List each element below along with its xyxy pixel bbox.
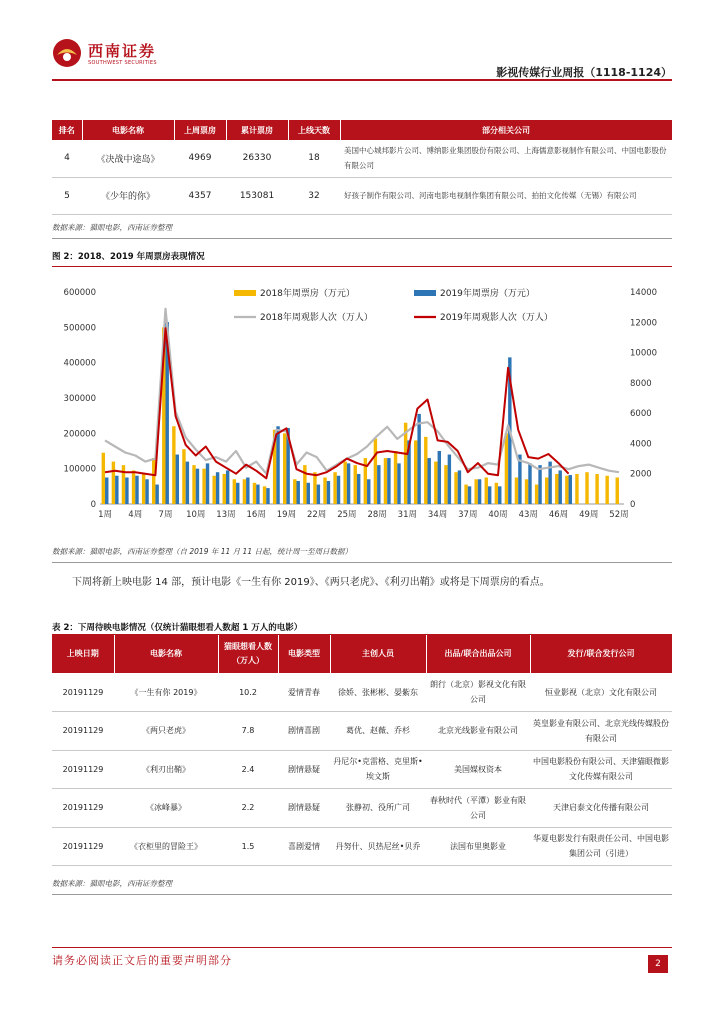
bar-2018 xyxy=(424,437,427,504)
cell-genre: 剧情悬疑 xyxy=(278,750,330,789)
bar-2018 xyxy=(223,474,226,504)
bar-2019 xyxy=(428,458,431,504)
section-divider xyxy=(52,238,672,239)
bar-2019 xyxy=(266,488,269,504)
y-right-tick-label: 14000 xyxy=(630,288,658,298)
bar-2018 xyxy=(313,472,316,504)
box-office-ranking-table xyxy=(52,120,673,215)
x-tick-label: 28周 xyxy=(367,510,387,520)
upcoming-films-table xyxy=(52,635,673,866)
cell-cast: 徐娇、张彬彬、晏紫东 xyxy=(330,673,426,712)
bar-2019 xyxy=(307,483,310,504)
col-header-title: 电影名称 xyxy=(82,120,174,140)
footer-divider xyxy=(52,947,672,948)
company-name-en: SOUTHWEST SECURITIES xyxy=(88,60,157,66)
y-right-tick-label: 10000 xyxy=(630,348,658,359)
bar-2018 xyxy=(525,479,528,504)
cell-rank: 4 xyxy=(52,140,82,177)
y-left-tick-label: 500000 xyxy=(63,323,96,334)
bar-2018 xyxy=(545,478,548,505)
bar-2018 xyxy=(333,472,336,504)
legend-label: 2019年周观影人次（万人） xyxy=(440,313,553,323)
bar-2019 xyxy=(135,476,138,504)
cell-producer: 北京光线影业有限公司 xyxy=(426,712,530,751)
bar-2018 xyxy=(283,433,286,504)
header-divider xyxy=(52,79,672,81)
col-header-cast: 主创人员 xyxy=(330,635,426,673)
x-tick-label: 40周 xyxy=(488,510,508,520)
x-tick-label: 52周 xyxy=(609,510,629,520)
bar-2018 xyxy=(253,483,256,504)
x-tick-label: 7周 xyxy=(158,510,173,520)
bar-2018 xyxy=(112,462,115,504)
bar-2019 xyxy=(357,474,360,504)
bar-2019 xyxy=(327,481,330,504)
disclaimer-note: 请务必阅读正文后的重要声明部分 xyxy=(52,954,232,967)
bar-2019 xyxy=(417,414,420,504)
cell-want-to-see: 7.8 xyxy=(218,712,278,751)
cell-genre: 剧情喜剧 xyxy=(278,712,330,751)
cell-cast: 张静初、役所广司 xyxy=(330,789,426,828)
x-tick-label: 34周 xyxy=(427,510,448,520)
bar-2019 xyxy=(438,451,441,504)
bar-2019 xyxy=(155,485,158,504)
col-header-distributor: 发行/联合发行公司 xyxy=(530,635,672,673)
x-tick-label: 16周 xyxy=(246,510,266,520)
x-tick-label: 49周 xyxy=(579,510,599,520)
legend-swatch xyxy=(234,290,256,296)
bar-2019 xyxy=(246,478,249,505)
cell-want-to-see: 2.2 xyxy=(218,789,278,828)
cell-distributor: 天津启泰文化传播有限公司 xyxy=(530,789,672,828)
bar-2019 xyxy=(528,463,531,504)
y-left-tick-label: 400000 xyxy=(63,358,96,369)
bar-2019 xyxy=(569,475,572,504)
table2-source: 数据来源：猫眼电影，西南证券整理 xyxy=(52,879,172,888)
bar-2018 xyxy=(454,472,457,504)
bar-2018 xyxy=(605,476,608,504)
bar-2018 xyxy=(172,426,175,504)
bar-2019 xyxy=(125,478,128,505)
cell-title: 《冰峰暴》 xyxy=(114,789,218,828)
bar-2019 xyxy=(276,426,279,504)
bar-2018 xyxy=(616,478,619,505)
bar-2019 xyxy=(478,479,481,504)
cell-want-to-see: 1.5 xyxy=(218,827,278,866)
bar-2019 xyxy=(377,465,380,504)
bar-2018 xyxy=(384,458,387,504)
table-row xyxy=(52,177,672,214)
bar-2018 xyxy=(323,478,326,505)
cell-release-date: 20191129 xyxy=(52,712,114,751)
bar-2019 xyxy=(186,462,189,504)
bar-2018 xyxy=(414,440,417,504)
bar-2019 xyxy=(176,455,179,504)
cell-want-to-see: 2.4 xyxy=(218,750,278,789)
cell-producer: 春秋时代（平潭）影业有限公司 xyxy=(426,789,530,828)
bar-2018 xyxy=(132,470,135,504)
company-name-cn: 西南证券 xyxy=(88,42,157,60)
bar-2018 xyxy=(535,485,538,504)
company-logo-icon xyxy=(52,38,82,68)
cell-producer: 法国布里奥影业 xyxy=(426,827,530,866)
page-number: 2 xyxy=(648,955,668,973)
bar-2019 xyxy=(196,469,199,504)
bar-2018 xyxy=(102,453,105,504)
bar-2019 xyxy=(347,463,350,504)
cell-producer: 朗行（北京）影视文化有限公司 xyxy=(426,673,530,712)
report-title: 影视传媒行业周报（1118-1124） xyxy=(496,66,672,79)
cell-cumulative: 26330 xyxy=(226,140,288,177)
bar-2019 xyxy=(468,486,471,504)
x-tick-label: 22周 xyxy=(306,510,327,520)
x-tick-label: 19周 xyxy=(276,510,297,520)
col-header-title: 电影名称 xyxy=(114,635,218,673)
cell-release-date: 20191129 xyxy=(52,750,114,789)
y-left-tick-label: 300000 xyxy=(63,394,96,404)
x-tick-label: 46周 xyxy=(548,510,569,520)
x-tick-label: 1周 xyxy=(98,510,112,520)
y-left-tick-label: 0 xyxy=(90,500,96,510)
bar-2019 xyxy=(387,458,390,504)
bar-2019 xyxy=(397,463,400,504)
page-header xyxy=(52,38,672,78)
bar-2018 xyxy=(555,474,558,504)
col-header-producer: 出品/联合出品公司 xyxy=(426,635,530,673)
line-2018-attendance xyxy=(105,309,619,474)
bar-2018 xyxy=(293,479,296,504)
table-row xyxy=(52,673,672,712)
bar-2018 xyxy=(354,465,357,504)
cell-distributor: 英皇影业有限公司、北京光线传媒股份有限公司 xyxy=(530,712,672,751)
bar-2018 xyxy=(515,478,518,505)
figure-title-rule xyxy=(52,266,672,267)
bar-2018 xyxy=(202,469,205,504)
cell-days: 18 xyxy=(288,140,340,177)
bar-2019 xyxy=(559,470,562,504)
bar-2018 xyxy=(474,479,477,504)
x-tick-label: 13周 xyxy=(216,510,236,520)
bar-2018 xyxy=(505,433,508,504)
cell-producer: 美国媒权资本 xyxy=(426,750,530,789)
cell-title: 《两只老虎》 xyxy=(114,712,218,751)
cell-title: 《利刃出鞘》 xyxy=(114,750,218,789)
y-right-tick-label: 0 xyxy=(630,500,636,510)
bar-2018 xyxy=(575,474,578,504)
bar-2019 xyxy=(256,485,259,504)
col-header-want-to-see: 猫眼想看人数（万人） xyxy=(218,635,278,673)
bar-2019 xyxy=(216,472,219,504)
section-divider xyxy=(52,894,672,895)
cell-distributor: 恒业影视（北京）文化有限公司 xyxy=(530,673,672,712)
col-header-rank: 排名 xyxy=(52,120,82,140)
bar-2019 xyxy=(206,463,209,504)
bar-2019 xyxy=(105,478,108,505)
cell-want-to-see: 10.2 xyxy=(218,673,278,712)
table-row xyxy=(52,140,672,177)
cell-distributor: 中国电影股份有限公司、天津猫眼微影文化传媒有限公司 xyxy=(530,750,672,789)
cell-genre: 爱情青春 xyxy=(278,673,330,712)
x-tick-label: 31周 xyxy=(397,510,418,520)
x-tick-label: 10周 xyxy=(186,510,206,520)
bar-2018 xyxy=(464,485,467,504)
col-header-last-week: 上周票房 xyxy=(174,120,226,140)
bar-2019 xyxy=(538,465,541,504)
cell-days: 32 xyxy=(288,177,340,214)
cell-release-date: 20191129 xyxy=(52,673,114,712)
bar-2018 xyxy=(585,472,588,504)
bar-2018 xyxy=(303,465,306,504)
bar-2019 xyxy=(498,486,501,504)
cell-cast: 丹尼尔•克雷格、克里斯•埃文斯 xyxy=(330,750,426,789)
x-tick-label: 43周 xyxy=(518,510,538,520)
legend-label: 2018年周观影人次（万人） xyxy=(260,313,373,323)
bar-2018 xyxy=(374,439,377,504)
cell-title: 《衣柜里的冒险王》 xyxy=(114,827,218,866)
bar-2019 xyxy=(115,476,118,504)
y-left-tick-label: 200000 xyxy=(63,429,96,440)
x-tick-label: 37周 xyxy=(458,510,478,520)
bar-2018 xyxy=(394,451,397,504)
bar-2018 xyxy=(233,479,236,504)
figure-source: 数据来源：猫眼电影，西南证券整理（自 2019 年 11 月 11 日起，统计周一至周日数据） xyxy=(52,547,352,556)
cell-last-week: 4969 xyxy=(174,140,226,177)
cell-title: 《决战中途岛》 xyxy=(82,140,174,177)
y-right-tick-label: 12000 xyxy=(630,318,658,329)
bar-2019 xyxy=(337,476,340,504)
table-header-row xyxy=(52,120,672,140)
bar-2019 xyxy=(488,486,491,504)
bar-2019 xyxy=(226,470,229,504)
bar-2019 xyxy=(458,470,461,504)
cell-companies: 好孩子制作有限公司、河南电影电视制作集团有限公司、拍拍文化传媒（无锡）有限公司 xyxy=(340,177,672,214)
col-header-release-date: 上映日期 xyxy=(52,635,114,673)
col-header-companies: 部分相关公司 xyxy=(340,120,672,140)
bar-2018 xyxy=(434,462,437,504)
y-right-tick-label: 6000 xyxy=(630,409,652,420)
bar-2018 xyxy=(595,474,598,504)
bar-2018 xyxy=(495,483,498,504)
cell-genre: 喜剧爱情 xyxy=(278,827,330,866)
cell-distributor: 华夏电影发行有限责任公司、中国电影集团公司（引进） xyxy=(530,827,672,866)
y-left-tick-label: 600000 xyxy=(63,288,96,298)
bar-2019 xyxy=(448,455,451,504)
bar-2018 xyxy=(142,474,145,504)
cell-title: 《少年的你》 xyxy=(82,177,174,214)
bar-2018 xyxy=(182,449,185,504)
cell-cast: 丹努什、贝热尼丝•贝乔 xyxy=(330,827,426,866)
cell-companies: 美国中心城邦影片公司、博纳影业集团股份有限公司、上海儒意影视制作有限公司、中国电影股份有限公司 xyxy=(340,140,672,177)
bar-2018 xyxy=(152,458,155,504)
cell-cast: 葛优、赵薇、乔杉 xyxy=(330,712,426,751)
bar-2018 xyxy=(192,465,195,504)
y-left-tick-label: 100000 xyxy=(63,464,96,475)
weekly-box-office-chart xyxy=(52,276,672,536)
bar-2018 xyxy=(212,476,215,504)
col-header-genre: 电影类型 xyxy=(278,635,330,673)
bar-2018 xyxy=(565,476,568,504)
bar-2018 xyxy=(485,478,488,505)
legend-label: 2018年周票房（万元） xyxy=(260,289,355,299)
bar-2019 xyxy=(145,479,148,504)
cell-release-date: 20191129 xyxy=(52,789,114,828)
cell-release-date: 20191129 xyxy=(52,827,114,866)
bar-2018 xyxy=(444,465,447,504)
table2-title: 表 2：下周待映电影情况（仅统计猫眼想看人数超 1 万人的电影） xyxy=(52,623,303,633)
cell-rank: 5 xyxy=(52,177,82,214)
cell-genre: 剧情悬疑 xyxy=(278,789,330,828)
cell-last-week: 4357 xyxy=(174,177,226,214)
x-tick-label: 25周 xyxy=(337,510,357,520)
figure-title: 图 2：2018、2019 年周票房表现情况 xyxy=(52,252,205,262)
bar-2019 xyxy=(317,485,320,504)
col-header-days: 上线天数 xyxy=(288,120,340,140)
y-right-tick-label: 4000 xyxy=(630,439,652,450)
cell-title: 《一生有你 2019》 xyxy=(114,673,218,712)
table-row xyxy=(52,712,672,751)
legend-swatch xyxy=(414,290,436,296)
table-row xyxy=(52,827,672,866)
bar-2019 xyxy=(236,483,239,504)
cell-cumulative: 153081 xyxy=(226,177,288,214)
bar-2018 xyxy=(263,486,266,504)
bar-2019 xyxy=(297,481,300,504)
bar-2018 xyxy=(343,462,346,504)
table-row xyxy=(52,789,672,828)
y-right-tick-label: 8000 xyxy=(630,378,652,389)
bar-2018 xyxy=(404,423,407,504)
section-divider xyxy=(52,562,672,563)
x-tick-label: 4周 xyxy=(128,510,143,520)
summary-paragraph: 下周将新上映电影 14 部，预计电影《一生有你 2019》、《两只老虎》、《利刃出鞘》或将是下周票房的看点。 xyxy=(72,577,550,588)
bar-2018 xyxy=(243,479,246,504)
table-header-row xyxy=(52,635,672,673)
col-header-cumulative: 累计票房 xyxy=(226,120,288,140)
legend-label: 2019年周票房（万元） xyxy=(440,289,535,299)
y-right-tick-label: 2000 xyxy=(630,469,652,480)
table-row xyxy=(52,750,672,789)
bar-2019 xyxy=(367,479,370,504)
table1-source: 数据来源：猫眼电影，西南证券整理 xyxy=(52,223,172,232)
